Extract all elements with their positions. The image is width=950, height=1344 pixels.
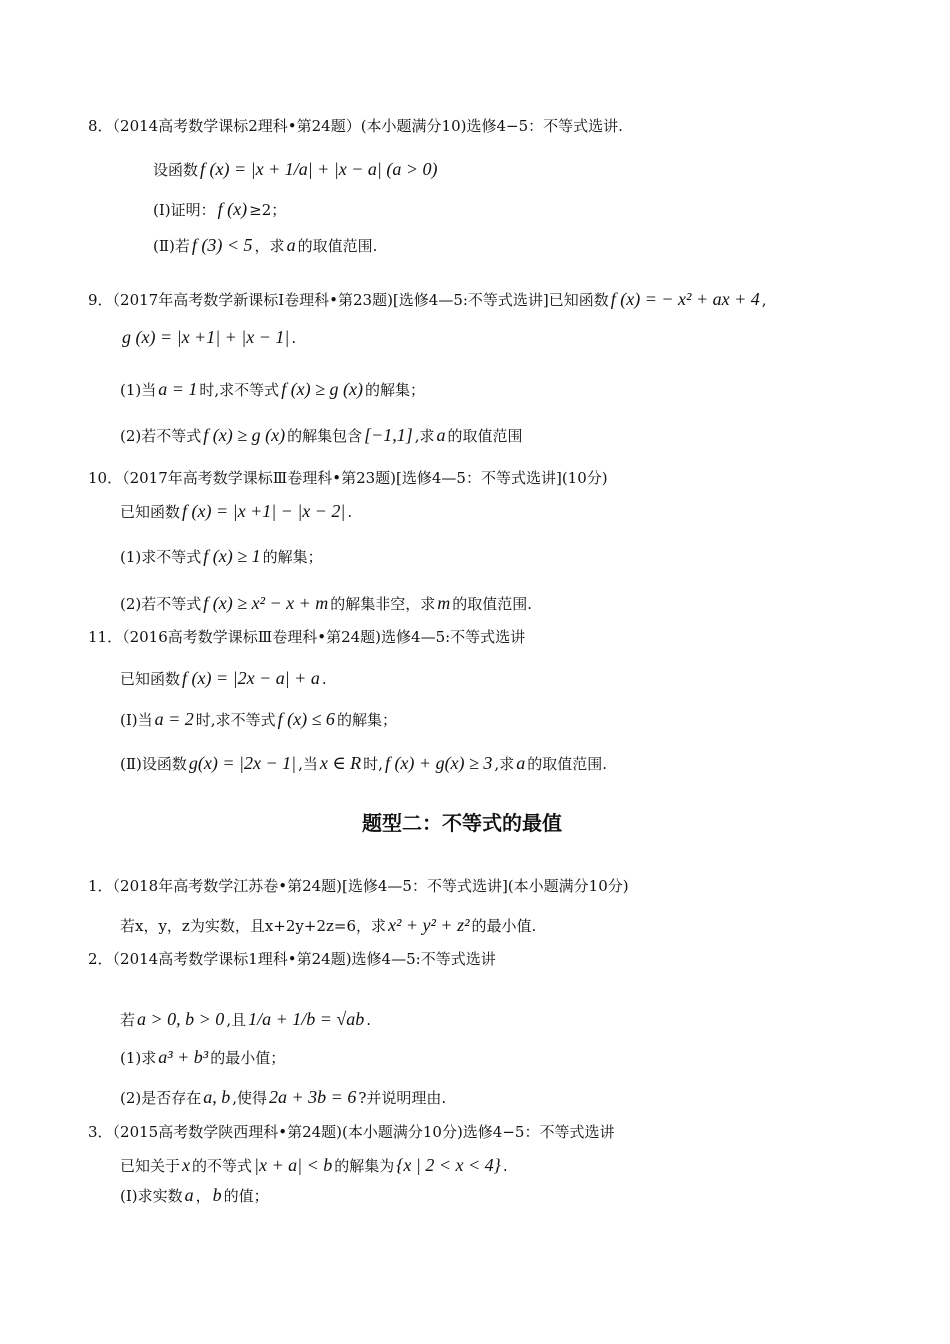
problem-11-function: 已知函数 f (x) = |2x − a| + a . [120, 668, 327, 688]
problem-11-part-1: (Ⅰ)当 a = 2 时,求不等式 f (x) ≤ 6 的解集； [120, 709, 397, 729]
section2-problem-3-body: 已知关于 x 的不等式 |x + a| < b 的解集为 {x | 2 < x < 4} . [120, 1155, 508, 1175]
problem-8-part-1: (Ⅰ)证明： f (x) ≥2； [153, 199, 287, 219]
problem-9-g-function: g (x) = |x +1| + |x − 1| . [122, 327, 297, 347]
section2-problem-1-body: 若x，y，z为实数，且x+2y+2z=6，求 x² + y² + z² 的最小值. [120, 915, 537, 935]
section2-problem-2-body: 若 a > 0, b > 0 ,且 1/a + 1/b = √ab . [120, 1009, 372, 1029]
section2-problem-3-part-1: (Ⅰ)求实数 a ， b 的值； [120, 1185, 269, 1205]
problem-9-part-1: (1)当 a = 1 时,求不等式 f (x) ≥ g (x) 的解集； [120, 379, 426, 399]
section2-problem-2-part-2: (2)是否存在 a, b ,使得 2a + 3b = 6 ?并说明理由. [120, 1087, 447, 1107]
problem-10-header: 10．（2017年高考数学课标Ⅲ卷理科•第23题)[选修4—5：不等式选讲](10分) [88, 469, 608, 487]
problem-9-part-2: (2)若不等式 f (x) ≥ g (x) 的解集包含 [−1,1] ,求 a 的取值范围 [120, 425, 523, 445]
problem-8-function: 设函数 f (x) = |x + 1/a| + |x − a| (a > 0) [153, 159, 438, 179]
section2-problem-3-header: 3．（2015高考数学陕西理科•第24题)(本小题满分10分)选修4−5：不等式选讲 [88, 1123, 615, 1141]
section2-problem-1-header: 1．（2018年高考数学江苏卷•第24题)[选修4—5：不等式选讲](本小题满分10分) [88, 877, 629, 895]
problem-11-part-2: (Ⅱ)设函数 g(x) = |2x − 1| ,当 x ∈ R 时, f (x) + g(x) ≥ 3 ,求 a 的取值范围. [120, 753, 607, 773]
problem-11-header: 11．（2016高考数学课标Ⅲ卷理科•第24题)选修4—5:不等式选讲 [88, 628, 526, 646]
problem-10-part-1: (1)求不等式 f (x) ≥ 1 的解集； [120, 546, 323, 566]
section-title: 题型二：不等式的最值 [362, 811, 562, 835]
section2-problem-2-part-1: (1)求 a³ + b³ 的最小值； [120, 1047, 286, 1067]
problem-8-header: 8．（2014高考数学课标2理科•第24题）(本小题满分10)选修4−5：不等式选讲. [88, 117, 623, 135]
problem-9-header: 9．（2017年高考数学新课标Ⅰ卷理科•第23题)[选修4—5:不等式选讲]已知函数 f (x) = − x² + ax + 4 , [88, 289, 767, 309]
problem-8-part-2: (Ⅱ)若 f (3) < 5 ，求 a 的取值范围. [153, 235, 378, 255]
section2-problem-2-header: 2．（2014高考数学课标1理科•第24题)选修4—5:不等式选讲 [88, 950, 496, 968]
problem-10-part-2: (2)若不等式 f (x) ≥ x² − x + m 的解集非空，求 m 的取值范围. [120, 593, 533, 613]
problem-10-function: 已知函数 f (x) = |x +1| − |x − 2| . [120, 501, 353, 521]
